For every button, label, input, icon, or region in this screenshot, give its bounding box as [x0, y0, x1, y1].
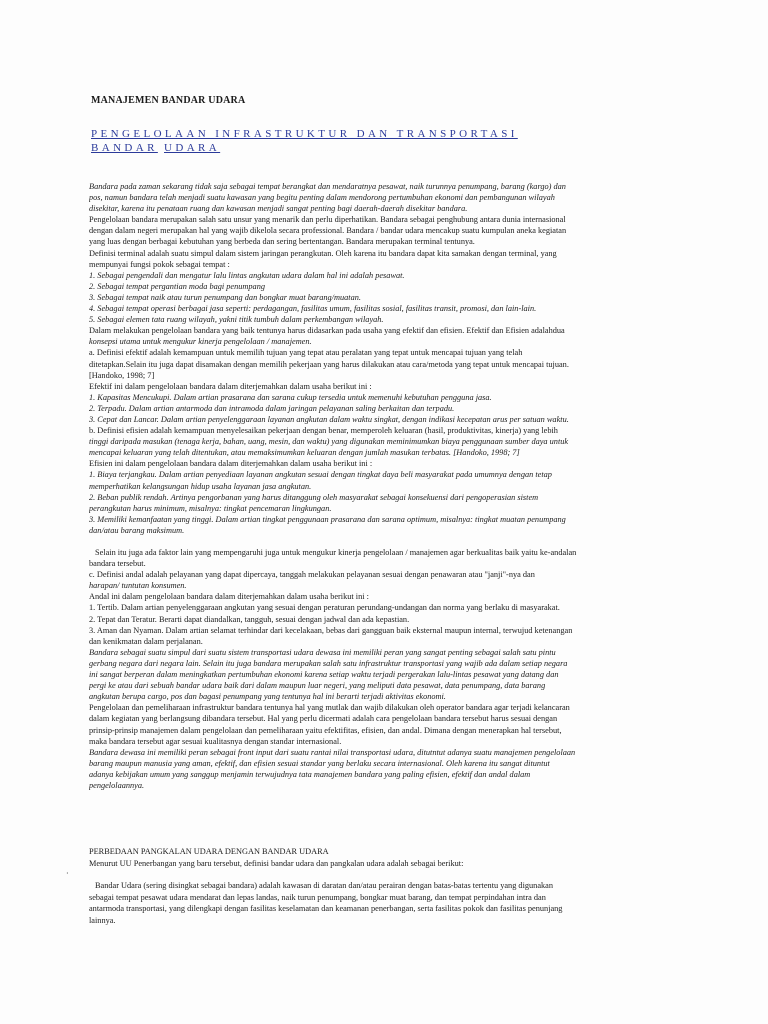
body-text-line: 3. Aman dan Nyaman. Dalam artian selamat terhindar dari kecelakaan, bebas dari gangguan baik eksternal maupun internal, terwujud ketenangan: [89, 625, 573, 635]
body-text-line: mempunyai fungsi pokok sebagai tempat :: [89, 259, 230, 269]
body-text-line: Pengelolaan dan pemeliharaan infrastruktur bandara tentunya hal yang mutlak dan wajib dilakukan oleh operator bandara agar terjadi kelancaran: [89, 703, 570, 713]
body-text-line: harapan/ tuntutan konsumen.: [89, 581, 187, 591]
paragraph-gap: [89, 536, 679, 547]
body-text-line: maka bandara tersebut agar sesuai kualitasnya dengan standar internasional.: [89, 736, 342, 746]
bandar-udara-definition-start: (sering disingkat sebagai bandara) adalah kawasan di daratan dan/atau perairan dengan batas-batas tertentu yang digunakan: [141, 881, 553, 890]
body-text-line: prinsip-prinsip manajemen dalam pengelolaan dan pemeliharaan yaitu efektifitas, efisien, dan andal. Dimana dengan menerapkan hal tersebut,: [89, 725, 562, 735]
body-text-line: 3. Sebagai tempat naik atau turun penumpang dan bongkar muat barang/muatan.: [89, 292, 361, 302]
body-text-line: pergi ke atau dari sebuah bandar udara baik dari dalam maupun luar negeri, yang meliputi data pesawat, data penumpang, data barang: [89, 681, 546, 691]
body-text-line: tinggi daripada masukan (tenaga kerja, bahan, uang, mesin, dan waktu) yang digunakan meminimumkan biaya penggunaan sumber daya untuk: [89, 437, 569, 447]
body-text-line: 2. Terpadu. Dalam artian antarmoda dan intramoda dalam jaringan pelayanan saling berkaitan dan terpadu.: [89, 403, 455, 413]
body-text-line: Pengelolaan bandara merupakan salah satu unsur yang menarik dan perlu diperhatikan. Bandara sebagai penghubung antara dunia internasional: [89, 215, 566, 225]
section-heading: PERBEDAAN PANGKALAN UDARA DENGAN BANDAR UDARA: [89, 847, 329, 856]
body-text-line: Definisi terminal adalah suatu simpul dalam sistem jaringan perangkutan. Oleh karena itu bandara dapat kita samakan dengan terminal, yang: [89, 248, 557, 258]
subtitle-link-3[interactable]: UDARA: [164, 142, 221, 154]
body-text-line: mencapai keluaran yang telah ditentukan, atau memaksimumkan keluaran dengan jumlah masukan terbatas. [Handoko, 1998; 7]: [89, 448, 520, 458]
body-text-line: adanya kebijakan umum yang sanggup menjamin terwujudnya tata manajemen bandara yang paling efisien, efektif dan andal dalam: [89, 769, 531, 779]
body-text-line: 2. Sebagai tempat pergantian moda bagi penumpang: [89, 281, 265, 291]
body-text-line: ditetapkan.Selain itu juga dapat disamakan dengan memilih pekerjaan yang harus dilakukan atau cara/metoda yang tepat untuk mencapai tujuan.: [89, 359, 569, 369]
subtitle-link-2[interactable]: BANDAR: [91, 142, 158, 154]
body-text-line: Bandara pada zaman sekarang tidak saja sebagai tempat berangkat dan mendaratnya pesawat, naik turunnya penumpang, barang (kargo) dan: [89, 182, 566, 191]
body-text-line: bandara tersebut.: [89, 559, 146, 569]
body-text-line: yang luas dengan berbagai kebutuhan yang berbeda dan sering bertentangan. Bandara merupakan terminal tentunya.: [89, 237, 475, 247]
body-text-line: pos, namun bandara telah menjadi suatu kawasan yang begitu penting dalam mendorong pertumbuhan ekonomi dan pembangunan wilayah: [89, 193, 555, 203]
body-text-line: ini sangat berperan dalam meningkatkan pertumbuhan ekonomi karena setiap waktu terjadi pergerakan lalu-lintas pesawat yang datang dan: [89, 670, 559, 680]
subtitle-line-1: [91, 127, 518, 141]
body-text-line: konsepsi utama untuk mengukur kinerja pengelolaan / manajemen.: [89, 337, 312, 347]
body-text-line: perangkutan harus minimum, misalnya: tingkat pencemaran lingkungan.: [89, 503, 332, 513]
body-text-line: Bandara dewasa ini memiliki peran sebagai front input dari suatu rantai nilai transportasi udara, ditutntut adanya suatu manajemen pengelolaan: [89, 747, 576, 757]
body-text-line: angkutan berupa cargo, pos dan bagasi penumpang yang tentunya hal ini berarti terjadi aktivitas ekonomi.: [89, 692, 446, 702]
body-text-line: dan/atau barang maksimum.: [89, 525, 185, 535]
body-text-line: 1. Sebagai pengendali dan mengatur lalu lintas angkutan udara dalam hal ini adalah pesawat.: [89, 270, 405, 280]
body-text-line: 1. Biaya terjangkau. Dalam artian penyediaan layanan angkutan sesuai dengan tingkat daya beli masyarakat pada umumnya dengan tetap: [89, 470, 552, 480]
body-text-line: a. Definisi efektif adalah kemampuan untuk memilih tujuan yang tepat atau peralatan yang tepat untuk mencapai tujuan yang telah: [89, 348, 523, 358]
body-text-line: 2. Beban publik rendah. Artinya pengorbanan yang harus ditanggung oleh masyarakat sebagai konsekuensi dari pengoperasian sistem: [89, 492, 539, 502]
body-text-line: b. Definisi efisien adalah kemampuan menyelesaikan pekerjaan dengan benar, memperoleh keluaran (hasil, produktivitas, kinerja) yang lebih: [89, 426, 558, 436]
body-text-line: Selain itu juga ada faktor lain yang mempengaruhi juga untuk mengukur kinerja pengelolaan / manajemen agar berkualitas baik yaitu ke-andalan: [95, 548, 577, 557]
body-text-line: 3. Memiliki kemanfaatan yang tinggi. Dalam artian tingkat penggunaan prasarana dan sarana optimum, misalnya: tingkat muatan penumpang: [89, 514, 566, 524]
body-text-line: Efektif ini dalam pengelolaan bandara dalam diterjemahkan dalam usaha berikut ini :: [89, 381, 372, 391]
document-subtitle: [91, 127, 518, 155]
body-text-line: memperhatikan kelangsungan hidup usaha layanan jasa angkutan.: [89, 481, 312, 491]
body-text-line: 5. Sebagai elemen tata ruang wilayah, yakni titik tumbuh dalam perkembangan wilayah.: [89, 315, 384, 325]
bandar-udara-definition-line: [89, 880, 679, 892]
bandar-udara-definition-line: sebagai tempat pesawat udara mendarat dan lepas landas, naik turun penumpang, bongkar muat barang, dan tempat perpindahan intra dan: [89, 892, 546, 902]
bandar-udara-term: Bandar Udara: [95, 881, 142, 890]
body-text-line: dengan dalam negeri merupakan hal yang wajib dikelola secara professional. Bandara / bandar udara mencakup suatu kumpulan aneka kegiatan: [89, 226, 567, 236]
body-text-line: disekitar, karena itu penataan ruang dan kawasan menjadi sangat penting bagi daerah-daerah disekitar bandara.: [89, 204, 468, 214]
bandar-udara-definition-line: antarmoda transportasi, yang dilengkapi dengan fasilitas keselamatan dan keamanan penerbangan, serta fasilitas pokok dan fasilitas penunjang: [89, 904, 563, 913]
document-body: [89, 181, 679, 791]
subtitle-link-1[interactable]: PENGELOLAAN INFRASTRUKTUR DAN TRANSPORTASI: [91, 128, 518, 140]
body-text-line: Efisien ini dalam pengelolaan bandara dalam diterjemahkan dalam usaha berikut ini :: [89, 459, 373, 469]
body-text-line: c. Definisi andal adalah pelayanan yang dapat dipercaya, tanggah melakukan pelayanan sesuai dengan penawaran atau "janji"-nya dan: [89, 570, 535, 580]
document-title: MANAJEMEN BANDAR UDARA: [91, 95, 246, 106]
body-text-line: barang maupun manusia yang aman, efektif, dan efisien sesuai standar yang berlaku secara internasional. Oleh karena itu sangat dituntut: [89, 758, 550, 768]
body-text-line: 1. Kapasitas Mencukupi. Dalam artian prasarana dan sarana cukup tersedia untuk memenuhi kebutuhan pengguna jasa.: [89, 392, 492, 402]
section-intro: Menurut UU Penerbangan yang baru tersebut, definisi bandar udara dan pangkalan udara adalah sebagai berikut:: [89, 858, 464, 868]
body-text-line: 4. Sebagai tempat operasi berbagai jasa seperti: perdagangan, fasilitas umum, fasilitas sosial, fasilitas transit, promosi, dan lain-lain.: [89, 304, 537, 314]
body-text-line: 1. Tertib. Dalam artian penyelenggaraan angkutan yang sesuai dengan peraturan perundang-undangan dan norma yang berlaku di masyarakat.: [89, 603, 560, 613]
subtitle-line-2: [91, 141, 518, 155]
body-text-line: pengelolaannya.: [89, 780, 145, 790]
body-text-line: dalam kegiatan yang berlangsung dibandara tersebut. Hal yang perlu dicermati adalah cara pengelolaan bandara tersebut harus sesuai dengan: [89, 714, 558, 724]
body-text-line: Bandara sebagai suatu simpul dari suatu sistem transportasi udara dewasa ini memiliki peran yang sangat penting sebagai salah satu pintu: [89, 647, 556, 657]
body-text-line: Andal ini dalam pengelolaan bandara dalam diterjemahkan dalam usaha berikut ini :: [89, 592, 369, 602]
body-text-line: dan kenikmatan dalam perjalanan.: [89, 636, 203, 646]
section-perbedaan: [89, 846, 679, 926]
body-text-line: [Handoko, 1998; 7]: [89, 370, 155, 380]
body-text-line: 2. Tepat dan Teratur. Berarti dapat diandalkan, tangguh, sesuai dengan jadwal dan ada kepastian.: [89, 614, 410, 624]
body-text-line: 3. Cepat dan Lancar. Dalam artian penyelenggaraan layanan angkutan dalam waktu singkat, dengan indikasi kecepatan arus per satuan waktu.: [89, 414, 569, 424]
bullet-icon: ·: [66, 869, 69, 878]
body-text-line: gerbang negara dari negara lain. Selain itu juga bandara merupakan salah satu infrastruktur transportasi yang wajib ada dalam setiap negara: [89, 658, 568, 668]
bandar-udara-definition-line: lainnya.: [89, 915, 116, 925]
body-text-line: Dalam melakukan pengelolaan bandara yang baik tentunya harus didasarkan pada usaha yang efektif dan efisien. Efektif dan Efisien adalahdua: [89, 326, 565, 336]
